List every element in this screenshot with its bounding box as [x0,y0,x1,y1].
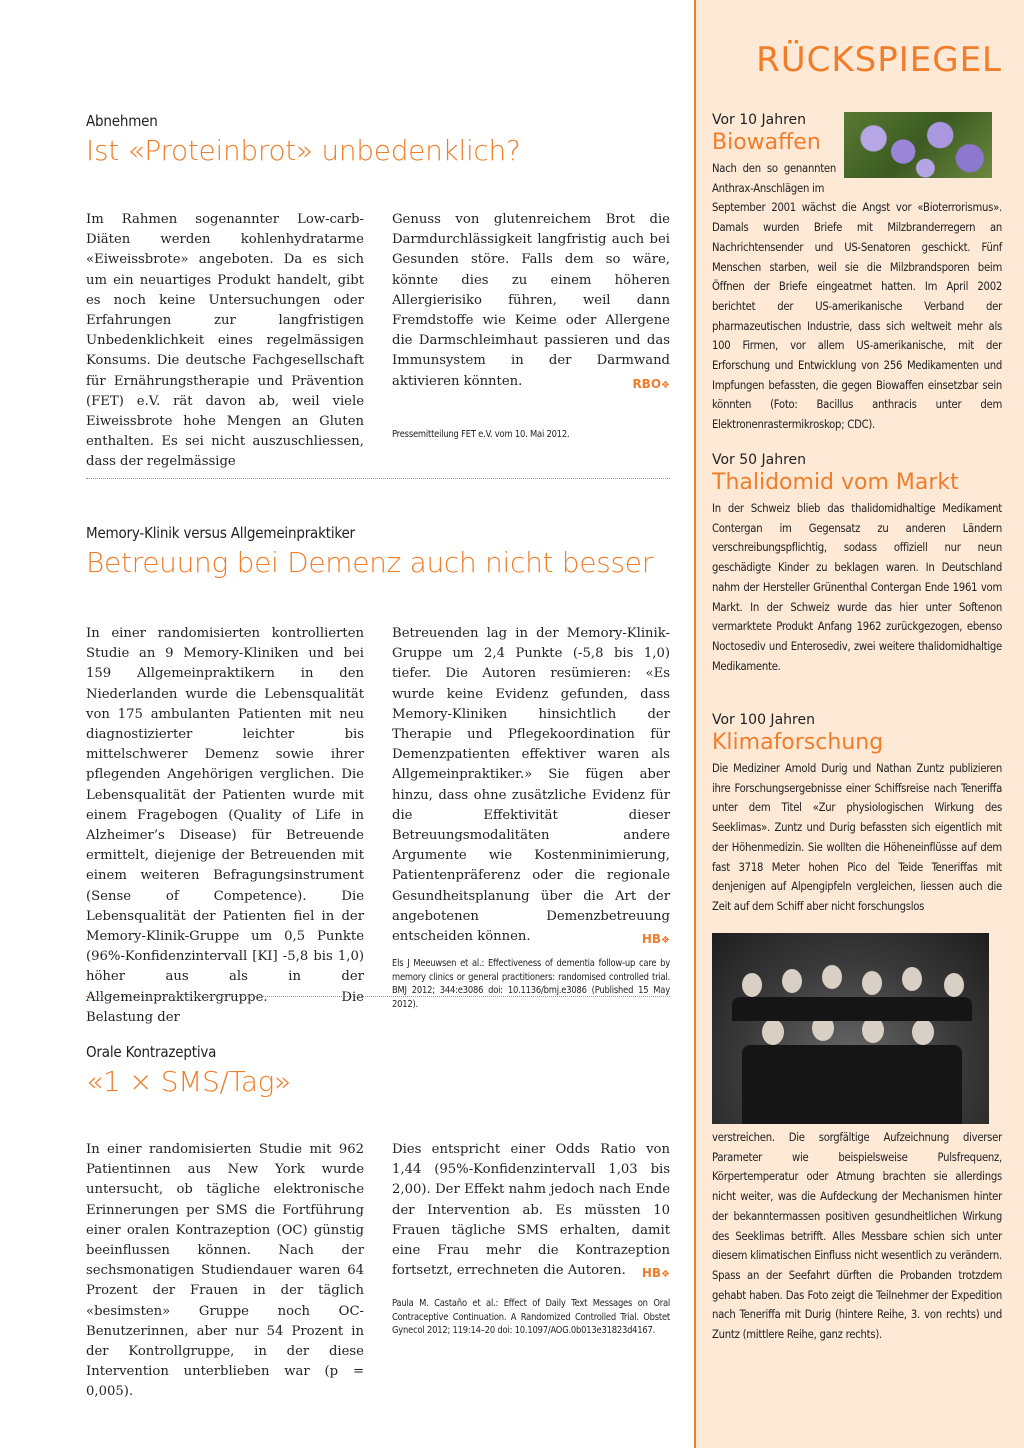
rueckspiegel-item-klimaforschung-cont [712,1128,1002,1345]
article-proteinbrot [86,112,670,167]
author-signature: RBO❖ [632,376,670,391]
rueckspiegel-item-klimaforschung [712,712,1002,917]
author-signature: HB❖ [641,932,670,947]
expedition-group-photo [712,933,989,1124]
item-text: In der Schweiz blieb das thalidomidhaltige Medikament Contergan im Gegensatz zu anderen Ländern verschreibungspflichtig, sodass offiziell nur neun geschädigte Kinder zu beklagen waren. In Deutschland nahm der Hersteller Grünenthal Contergan Ende 1961 vom Markt. In der Schweiz wurde das hier unter Softenon vermarktete Produkt Anfang 1962 zurückgezogen, ebenso Noctosediv und Enterosediv, zwei weitere thalidomidhaltige Medikamente. [712,502,1002,673]
reference: Pressemitteilung FET e.V. vom 10. Mai 2012. [392,428,570,440]
article-column-2: Betreuenden lag in der Memory-Klinik-Gruppe um 2,4 Punkte (-5,8 bis 1,0) tiefer. Die Autoren resümieren: «Es wurde keine Evidenz gefunden, dass Memory-Kliniken hinsichtlich der Therapie und Pflegekoordination für Demenzpatienten effektiver waren als Allgemeinpraktiker.» Sie fügen aber hinzu, dass ohne zusätzliche Evidenz für die Effektivität dieser Betreuungsmodalitäten andere Argumente wie Kostenminimierung, Patientenpräferenz oder die regionale Gesundheitsplanung über die Art der angebotenen Demenzbetreuung entscheiden können. HB❖ Els J Meeuwsen et al.: Effectiveness of dementia follow-up care by memory clinics or general practitioners: randomised controlled trial. BMJ 2012; 344:e3086 doi: 10.1136/bmj.e3086 (Published 15 May 2012). [392,626,670,1010]
article-headline: Betreuung bei Demenz auch nicht besser [86,546,653,579]
article-column-2: Dies entspricht einer Odds Ratio von 1,44 (95%-Konfidenzintervall 1,03 bis 2,00). Der Effekt nahm jedoch nach Ende der Intervention ab. Es müssten 10 Frauen tägliche SMS erhalten, damit eine Frau mehr die Kontrazeption fortsetzt, errechneten die Autoren. HB❖ Paula M. Castaño et al.: Effect of Daily Text Messages on Oral Contraceptive Continuation. A Randomized Controlled Trial. Obstet Gynecol 2012; 119:14–20 doi: 10.1097/AOG.0b013e31823d4167. [392,1142,670,1337]
item-kicker: Vor 100 Jahren [712,712,815,728]
article-kicker: Abnehmen [86,112,158,130]
item-headline: Klimaforschung [712,730,884,755]
bacillus-anthracis-image [844,112,992,178]
item-text-intro: Nach den so genannten Anthrax-Anschlägen im [712,162,836,195]
article-headline: Ist «Proteinbrot» unbedenklich? [86,134,521,167]
item-text: September 2001 wächst die Angst vor «Bioterrorismus». Damals wurden Briefe mit Milzbranderregern an Nachrichtensender und US-Senatoren geschickt. Fünf Menschen starben, weil sie die Milzbrandsporen beim Öffnen der Briefe eingeatmet hatten. Im April 2002 berichtet der US-amerikanische Verband der pharmazeutischen Industrie, dass sich weltweit mehr als 100 Firmen, vor allem US-amerikanische, mit der Erforschung und Entwicklung von 256 Medikamenten und Impfungen befassten, die gegen Biowaffen einsetzbar sein könnten (Foto: Bacillus anthracis unter dem Elektronenrastermikroskop; CDC). [712,201,1002,432]
article-column-1: In einer randomisierten Studie mit 962 Patientinnen aus New York wurde untersucht, ob tägliche elektronische Erinnerungen per SMS die Fortführung einer oralen Kontrazeption (OC) günstig beeinflussen können. Nach der sechsmonatigen Studiendauer waren 64 Prozent der Frauen in der täglich «besimsten» Gruppe noch OC-Benutzerinnen, aber nur 54 Prozent in der Kontrollgruppe, in der diese Intervention unterblieben war (p = 0,005). [86,1142,364,1400]
article-demenz [86,524,670,579]
item-text: Die Mediziner Arnold Durig und Nathan Zuntz publizieren ihre Forschungsergebnisse einer Schiffsreise nach Teneriffa unter dem Titel «Zur physiologischen Wirkung des Seeklimas». Zuntz und Durig befassten sich eigentlich mit der Höhenmedizin. Sie wollten die Höheneinflüsse auf dem fast 3718 Meter hohen Pico del Teide Teneriffas mit denjenigen auf Alpengipfeln vergleichen, liessen auch die Zeit auf dem Schiff aber nicht forschungslos [712,762,1002,913]
section-divider [86,996,670,997]
item-headline: Biowaffen [712,130,821,155]
article-body [86,1140,670,1403]
article-body [86,210,670,473]
article-column-1: Im Rahmen sogenannter Low-carb-Diäten werden kohlenhydratarme «Eiweissbrote» angeboten. Da es sich um ein neuartiges Produkt handelt, gibt es noch keine Untersuchungen oder Erfahrungen zur langfristigen Unbedenklichkeit eines regelmässigen Konsums. Die deutsche Fachgesellschaft für Ernährungstherapie und Prävention (FET) e.V. rät davon ab, weil viele Eiweissbrote hohe Mengen an Gluten enthalten. Es sei nicht auszuschliessen, dass der regelmässige [86,212,364,470]
article-kicker: Orale Kontrazeptiva [86,1043,217,1061]
article-body [86,624,670,1028]
item-text-continued: verstreichen. Die sorgfältige Aufzeichnung diverser Parameter wie beispielsweise Pulsfrequenz, Körpertemperatur oder Atmung brachten sie allerdings nicht weiter, was die Aufdeckung der Mechanismen hinter der bekanntermassen positiven gesundheitlichen Wirkung des Seeklimas betrifft. Alles Messbare schien sich unter diesem klimatischen Einfluss nicht wesentlich zu verändern. Spass an der Seefahrt dürften die Probanden trotzdem gehabt haben. Das Foto zeigt die Teilnehmer der Expedition nach Teneriffa mit Durig (hintere Reihe, 3. von rechts) und Zuntz (mittlere Reihe, ganz rechts). [712,1131,1002,1342]
diamond-icon: ❖ [661,935,670,947]
diamond-icon: ❖ [661,1269,670,1281]
article-column-1: In einer randomisierten kontrollierten Studie an 9 Memory-Kliniken und bei 159 Allgemeinpraktikern in den Niederlanden wurde die Lebensqualität von 175 ambulanten Patienten mit neu diagnostizierter leichter bis mittelschwerer Demenz sowie ihrer pflegenden Angehörigen verglichen. Die Lebensqualität der Patienten wurde mit einem Fragebogen (Quality of Life in Alzheimer’s Disease) für Betreuende ermittelt, diejenige der Betreuenden mit einem weiteren Befragungsinstrument (Sense of Competence). Die Lebensqualität der Patienten fiel in der Memory-Klinik-Gruppe um 0,5 Punkte (96%-Konfidenzintervall [KI] -5,8 bis 1,0) höher aus als in der Allgemeinpraktikergruppe. Die Belastung der [86,626,364,1025]
article-kontrazeptiva [86,1043,670,1098]
article-headline: «1 × SMS/Tag» [86,1065,292,1098]
author-signature: HB❖ [641,1266,670,1281]
rueckspiegel-sidebar [694,0,1024,1448]
diamond-icon: ❖ [661,379,670,391]
article-column-2: Genuss von glutenreichem Brot die Darmdurchlässigkeit langfristig auch bei Gesunden störe. Falls dem so wäre, könnte dies zu einem höheren Allergierisiko führen, weil dann Fremdstoffe wie Keime oder Allergene die Darmschleimhaut passieren und das Immunsystem in der Darmwand aktivieren könnten. RBO❖ Pressemitteilung FET e.V. vom 10. Mai 2012. [392,212,670,440]
section-divider [86,478,670,479]
reference: Els J Meeuwsen et al.: Effectiveness of dementia follow-up care by memory clinics or general practitioners: randomised controlled trial. BMJ 2012; 344:e3086 doi: 10.1136/bmj.e3086 (Published 15 May 2012). [392,958,670,1010]
article-kicker: Memory-Klinik versus Allgemeinpraktiker [86,524,355,542]
sidebar-title: RÜCKSPIEGEL [756,40,1002,80]
item-kicker: Vor 10 Jahren [712,112,807,128]
item-headline: Thalidomid vom Markt [712,470,959,495]
reference: Paula M. Castaño et al.: Effect of Daily Text Messages on Oral Contraceptive Continuation. A Randomized Controlled Trial. Obstet Gynecol 2012; 119:14–20 doi: 10.1097/AOG.0b013e31823d4167. [392,1298,670,1337]
rueckspiegel-item-thalidomid [712,452,1002,676]
item-kicker: Vor 50 Jahren [712,452,807,468]
